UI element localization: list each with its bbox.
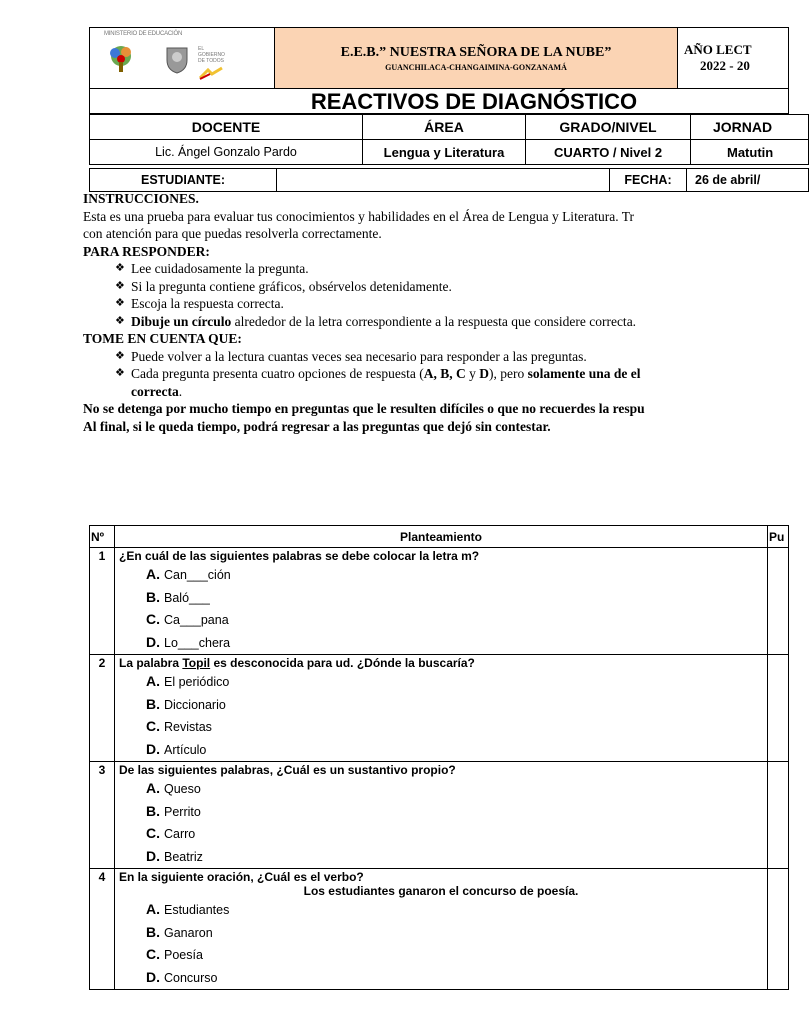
option-b[interactable]	[116, 693, 766, 716]
shift-header: JORNAD	[691, 115, 809, 140]
question-number: 3	[90, 762, 115, 869]
option-letter: A.	[146, 901, 160, 917]
note-item-text: Cada pregunta presenta cuatro opciones de respuesta (	[131, 366, 424, 381]
note-item-text-b: ), pero	[489, 366, 528, 381]
points-cell	[768, 762, 789, 869]
option-c[interactable]	[116, 822, 766, 845]
option-letter: C.	[146, 718, 160, 734]
option-text: Ganaron	[164, 925, 213, 940]
question-number: 1	[90, 548, 115, 655]
points-cell	[768, 548, 789, 655]
question-number: 2	[90, 655, 115, 762]
area-value: Lengua y Literatura	[363, 140, 526, 165]
option-letter: B.	[146, 802, 160, 819]
question-text	[116, 656, 766, 670]
option-a[interactable]	[116, 670, 766, 693]
option-letter: C.	[146, 611, 160, 627]
option-b[interactable]	[116, 921, 766, 944]
respond-item: ❖ Escoja la respuesta correcta.	[115, 295, 803, 313]
student-row-table	[89, 168, 809, 192]
warning-2: Al final, si le queda tiempo, podrá regresar a las preguntas que dejó sin contestar.	[83, 418, 551, 434]
option-d[interactable]	[116, 738, 766, 761]
option-a[interactable]	[116, 563, 766, 586]
school-cell	[275, 28, 678, 89]
option-text: Artículo	[164, 742, 207, 757]
option-letter: D.	[146, 847, 160, 864]
student-field[interactable]	[277, 169, 610, 192]
grade-value: CUARTO / Nivel 2	[526, 140, 691, 165]
option-text: Can___ción	[164, 568, 231, 582]
note-item-d: D	[479, 366, 490, 381]
col-question-header: Planteamiento	[115, 526, 768, 548]
option-letter: C.	[146, 825, 160, 841]
note-item-bold-2: correcta	[131, 383, 179, 399]
option-d[interactable]	[116, 966, 766, 989]
question-text: En la siguiente oración, ¿Cuál es el verbo?	[119, 870, 364, 884]
question-cell	[115, 655, 768, 762]
question-text: ¿En cuál de las siguientes palabras se debe colocar la letra m?	[119, 549, 480, 563]
option-text: Diccionario	[164, 697, 226, 712]
note-list	[83, 348, 803, 401]
question-text: De las siguientes palabras, ¿Cuál es un sustantivo propio?	[119, 763, 456, 777]
tree-logo-icon	[104, 44, 138, 74]
option-d[interactable]	[116, 845, 766, 868]
note-item-y: y	[465, 366, 480, 381]
year-value: 2022 - 20	[700, 58, 750, 73]
note-heading: TOME EN CUENTA QUE:	[83, 331, 242, 346]
student-label: ESTUDIANTE:	[90, 169, 277, 192]
respond-item: ❖ Lee cuidadosamente la pregunta.	[115, 260, 803, 278]
question-text-a: La palabra	[119, 656, 183, 670]
question-text-b: es desconocida para ud. ¿Dónde la buscaría?	[210, 656, 475, 670]
option-text: Estudiantes	[164, 903, 230, 917]
gov-label: EL GOBIERNO DE TODOS	[198, 46, 225, 64]
option-letter: A.	[146, 566, 160, 582]
question-number: 4	[90, 869, 115, 990]
option-letter: A.	[146, 780, 160, 796]
option-text: Beatriz	[164, 849, 203, 864]
ministry-label: MINISTERIO DE EDUCACIÓN	[104, 31, 183, 37]
note-item-end: .	[178, 383, 183, 399]
grade-header: GRADO/NIVEL	[526, 115, 691, 140]
option-text: Carro	[164, 827, 196, 841]
questions-table	[89, 525, 789, 990]
option-a[interactable]	[116, 898, 766, 921]
year-label: AÑO LECT	[684, 42, 752, 57]
gov-brand-icon	[198, 66, 224, 80]
coat-of-arms-icon	[164, 44, 190, 74]
question-row	[90, 655, 789, 762]
points-cell	[768, 869, 789, 990]
option-text: Ca___pana	[164, 613, 229, 627]
note-item	[115, 365, 803, 400]
warning-1: No se detenga por mucho tiempo en preguntas que le resulten difíciles o que no recuerdes la respu	[83, 401, 645, 416]
option-letter: D.	[146, 740, 160, 757]
option-c[interactable]	[116, 943, 766, 966]
option-d[interactable]	[116, 631, 766, 654]
date-value: 26 de abril/	[687, 169, 809, 192]
question-row	[90, 762, 789, 869]
logo-cell	[90, 28, 275, 89]
school-location: GUANCHILACA-CHANGAIMINA-GONZANAMÁ	[385, 62, 567, 72]
instructions-intro: Esta es una prueba para evaluar tus conocimientos y habilidades en el Área de Lengua y Literatura. Tr	[83, 208, 635, 224]
option-c[interactable]	[116, 715, 766, 738]
option-b[interactable]	[116, 586, 766, 609]
col-num-header: Nº	[90, 526, 115, 548]
option-text: Baló___	[164, 590, 210, 605]
question-row	[90, 548, 789, 655]
option-letter: D.	[146, 968, 160, 985]
exam-page	[83, 27, 785, 997]
question-cell	[115, 869, 768, 990]
option-text: Lo___chera	[164, 635, 231, 650]
respond-item: ❖ Si la pregunta contiene gráficos, obsérvelos detenidamente.	[115, 278, 803, 296]
question-sentence: Los estudiantes ganaron el concurso de poesía.	[303, 884, 579, 898]
instructions-heading: INSTRUCCIONES.	[83, 191, 199, 206]
question-text-underlined: Topil	[182, 656, 211, 670]
option-b[interactable]	[116, 800, 766, 823]
respond-item-rest: alrededor de la letra correspondiente a la respuesta que considere correcta.	[231, 313, 637, 329]
school-name: E.E.B.” NUESTRA SEÑORA DE LA NUBE”	[340, 44, 612, 60]
points-cell	[768, 655, 789, 762]
option-text: El periódico	[164, 675, 230, 689]
option-text: Perrito	[164, 804, 201, 819]
question-cell	[115, 548, 768, 655]
option-text: Revistas	[164, 720, 212, 734]
year-cell	[678, 28, 789, 89]
option-letter: B.	[146, 923, 160, 940]
note-item-letters: A, B, C	[423, 366, 466, 381]
option-text: Concurso	[164, 970, 218, 985]
page-title: REACTIVOS DE DIAGNÓSTICO	[89, 88, 789, 114]
shift-value: Matutin	[691, 140, 809, 165]
note-item: ❖ Puede volver a la lectura cuantas veces sea necesario para responder a las preguntas.	[115, 348, 803, 366]
header-table	[89, 27, 789, 89]
option-text: Poesía	[164, 948, 203, 962]
option-letter: C.	[146, 946, 160, 962]
teacher-header: DOCENTE	[90, 115, 363, 140]
respond-list	[83, 260, 803, 330]
option-a[interactable]	[116, 777, 766, 800]
date-label: FECHA:	[610, 169, 687, 192]
option-letter: B.	[146, 588, 160, 605]
option-letter: B.	[146, 695, 160, 712]
col-points-header: Pu	[768, 526, 789, 548]
question-row	[90, 869, 789, 990]
option-c[interactable]	[116, 608, 766, 631]
area-header: ÁREA	[363, 115, 526, 140]
respond-item	[115, 313, 803, 331]
note-item-bold: solamente una de el	[527, 366, 641, 381]
option-letter: D.	[146, 633, 160, 650]
teacher-name: Lic. Ángel Gonzalo Pardo	[90, 140, 363, 165]
option-letter: A.	[146, 673, 160, 689]
info-table	[89, 114, 809, 165]
respond-item-bold: Dibuje un círculo	[131, 313, 232, 329]
question-cell	[115, 762, 768, 869]
instructions-intro-2: con atención para que puedas resolverla correctamente.	[83, 226, 382, 241]
option-text: Queso	[164, 782, 201, 796]
instructions-section	[83, 190, 803, 435]
respond-heading: PARA RESPONDER:	[83, 243, 210, 259]
